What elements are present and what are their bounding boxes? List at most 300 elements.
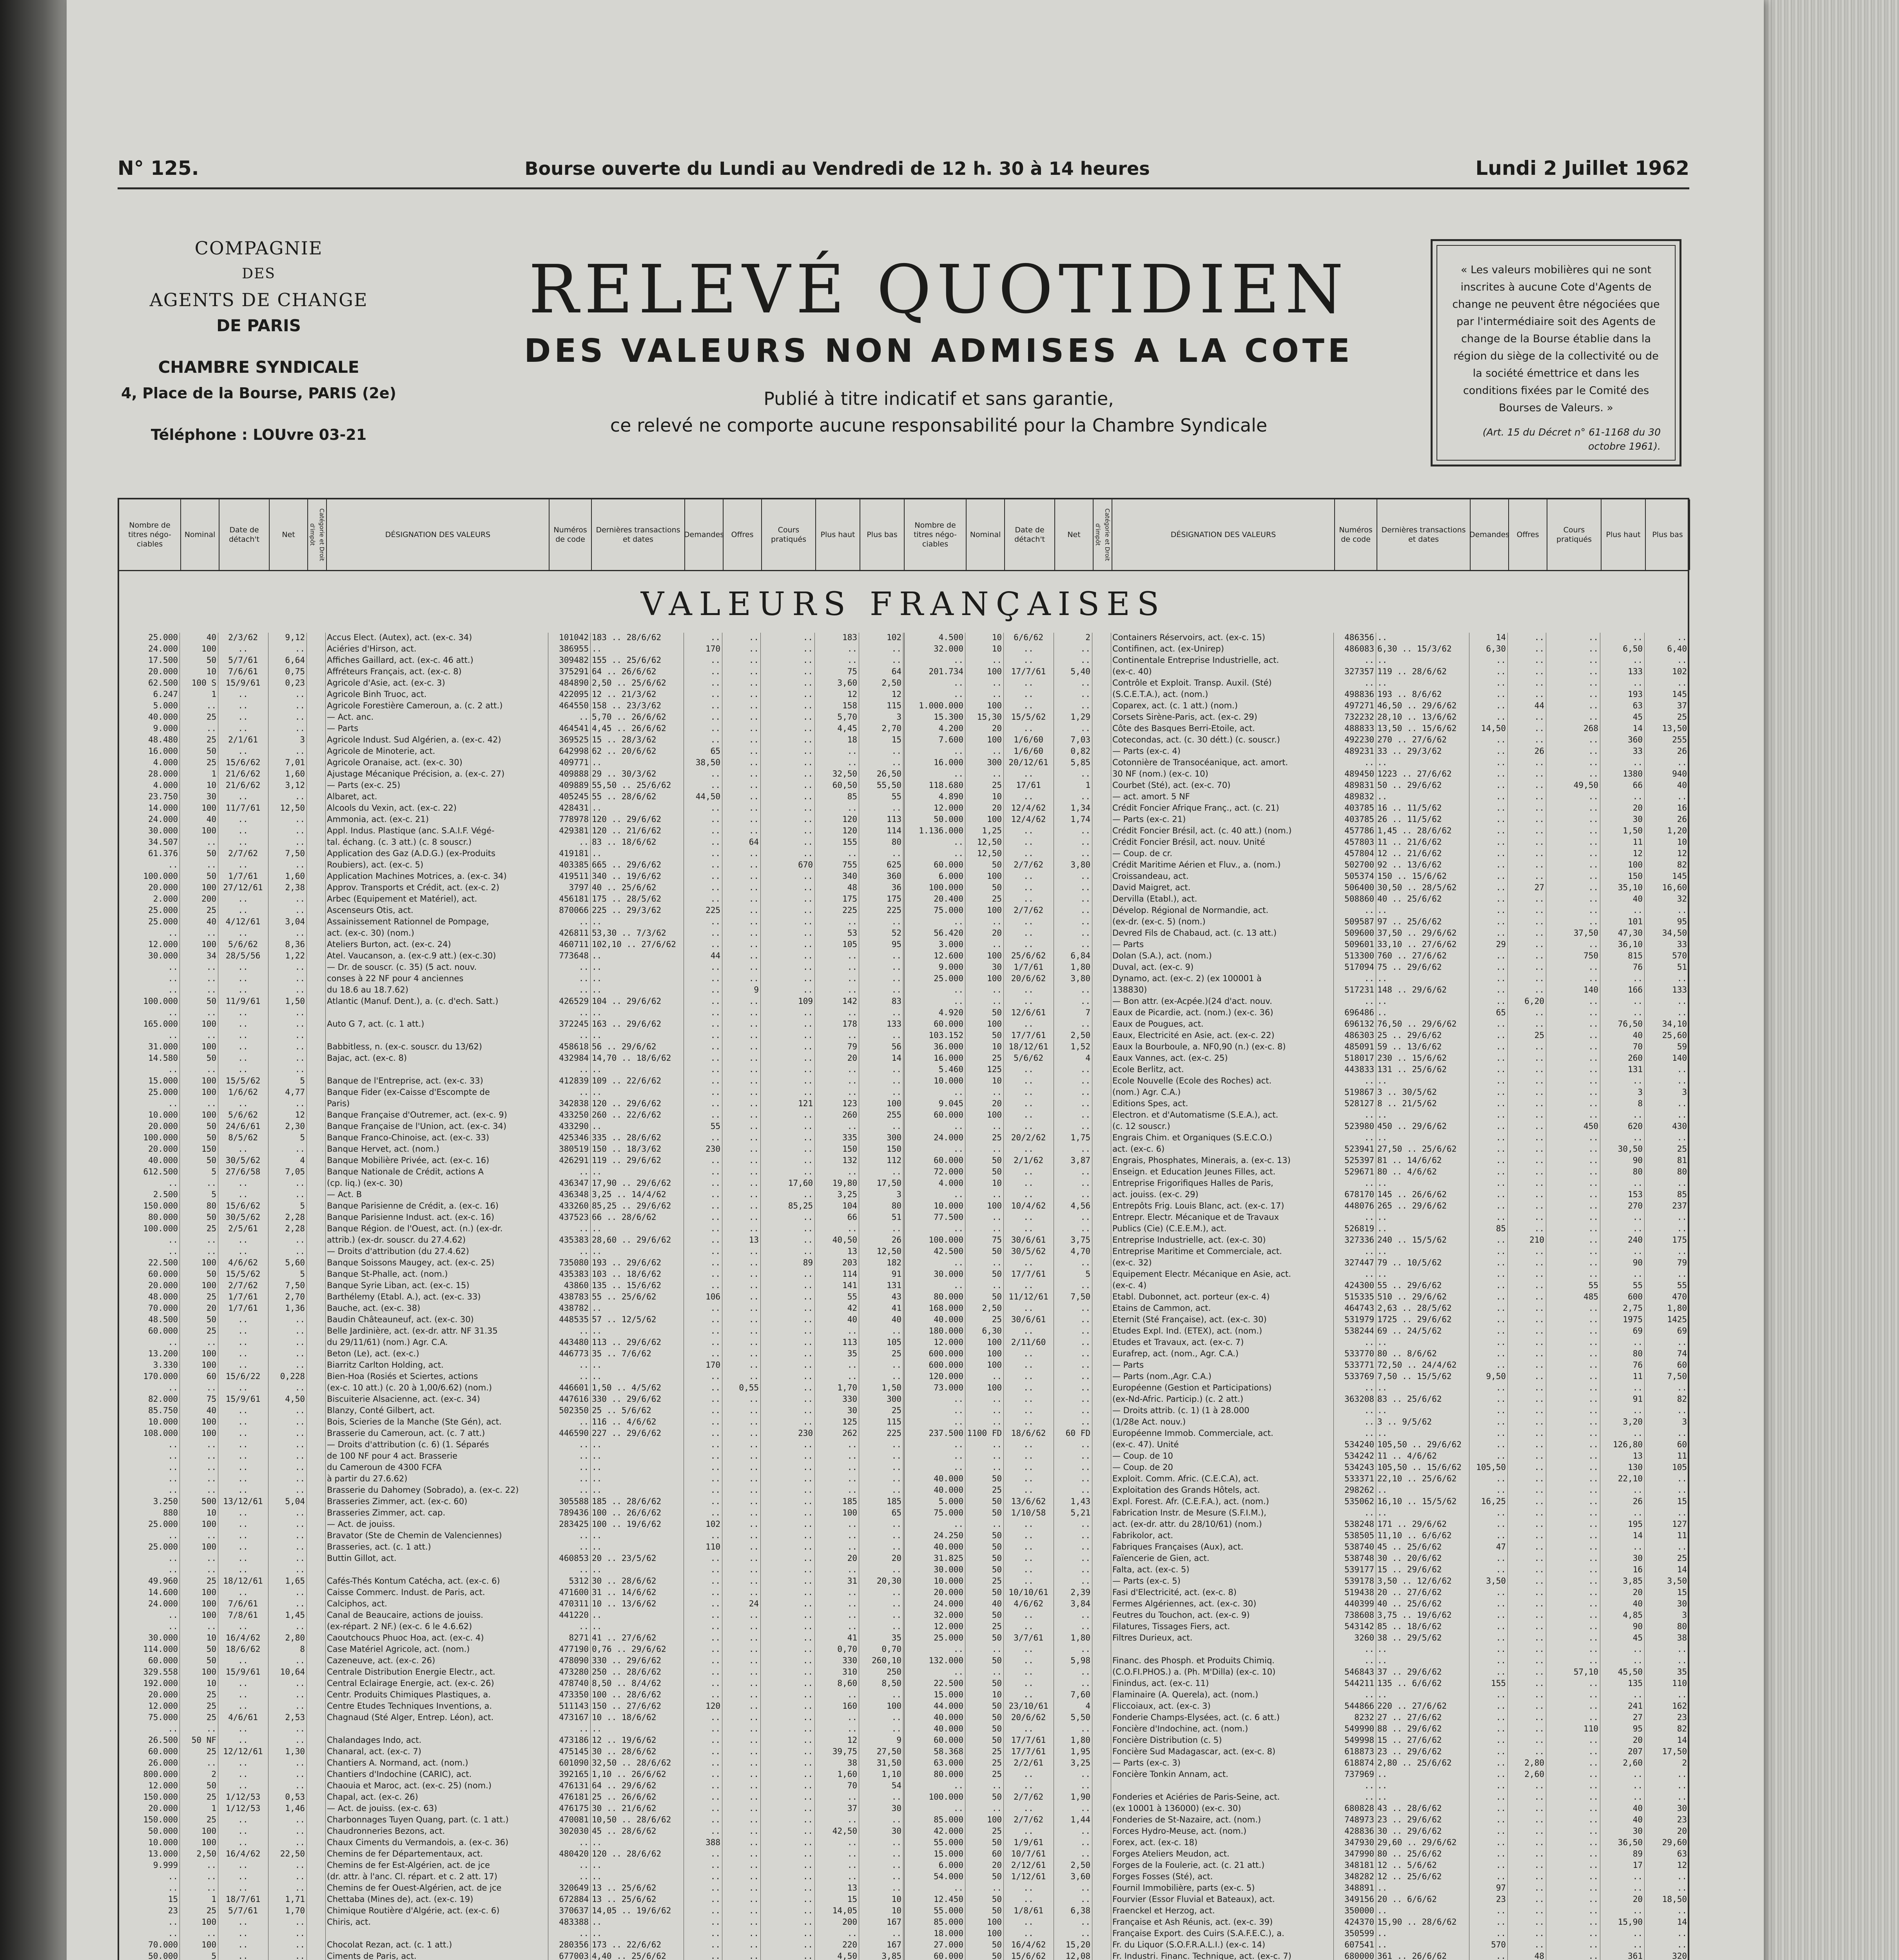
cell-nominal: 50 xyxy=(992,1940,1002,1949)
cell-offres: .. xyxy=(1534,928,1544,938)
cell-pratiques: .. xyxy=(803,1133,813,1142)
table-row xyxy=(119,1781,903,1792)
cell-titres: 5.460 xyxy=(938,1065,963,1074)
cell-demandes: .. xyxy=(1496,815,1506,824)
cell-demandes: .. xyxy=(710,1349,720,1358)
table-row xyxy=(119,815,903,826)
cell-plus_haut: 14 xyxy=(1632,1531,1643,1540)
cell-titres: .. xyxy=(168,1451,178,1461)
table-row xyxy=(905,837,1689,849)
table-row xyxy=(905,1690,1689,1701)
cell-pratiques: .. xyxy=(803,1042,813,1051)
cell-nominal: 30 xyxy=(992,962,1002,972)
cell-nominal: 5 xyxy=(211,1167,216,1176)
cell-titres: 23.750 xyxy=(148,792,178,801)
cell-plus_bas: 3 xyxy=(896,712,901,722)
cell-transactions: .. xyxy=(592,1872,602,1881)
cell-plus_haut: 126,80 xyxy=(1613,1440,1643,1449)
cell-plus_bas: 225 xyxy=(887,906,901,915)
cell-date_detach: 21/6/62 xyxy=(225,769,261,779)
cell-titres: .. xyxy=(168,928,178,938)
cell-pratiques: .. xyxy=(803,883,813,892)
cell-code: .. xyxy=(579,1326,589,1336)
cell-date_detach: .. xyxy=(1023,1804,1034,1813)
cell-titres: 30.000 xyxy=(934,1565,963,1574)
cell-transactions: 12 .. 21/3/62 xyxy=(592,690,657,699)
cell-date_detach: .. xyxy=(238,1815,248,1824)
cell-plus_haut: 45 xyxy=(1632,712,1643,722)
cell-nominal: 50 xyxy=(992,1553,1002,1563)
cell-demandes: .. xyxy=(710,928,720,938)
cell-pratiques: .. xyxy=(803,1485,813,1495)
cell-plus_bas: 23 xyxy=(1677,1713,1687,1722)
cell-plus_bas: 30 xyxy=(891,1804,901,1813)
cell-pratiques: .. xyxy=(803,712,813,722)
cell-designation: Finindus, act. (ex-c. 11) xyxy=(1112,1679,1209,1688)
cell-code: 348181 xyxy=(1344,1860,1374,1870)
cell-titres: .. xyxy=(953,1804,963,1813)
cell-titres: 2.000 xyxy=(153,894,178,904)
cell-transactions: 1725 .. 29/6/62 xyxy=(1377,1315,1452,1324)
cell-designation: — Parts xyxy=(1112,1360,1144,1370)
cell-plus_haut: 47,30 xyxy=(1618,928,1643,938)
cell-plus_haut: .. xyxy=(847,985,857,995)
cell-titres: 6.000 xyxy=(938,1860,963,1870)
cell-pratiques: .. xyxy=(1588,1906,1598,1915)
table-row xyxy=(119,928,903,940)
cell-transactions: .. xyxy=(592,1838,602,1847)
cell-pratiques: .. xyxy=(1588,1497,1598,1506)
cell-offres: .. xyxy=(749,1281,759,1290)
cell-transactions: .. xyxy=(592,644,602,653)
cell-net: .. xyxy=(1080,690,1090,699)
cell-titres: 25.000 xyxy=(148,906,178,915)
cell-net: 5 xyxy=(300,1076,305,1085)
cell-plus_bas: 12 xyxy=(891,690,901,699)
cell-date_detach: 1/12/53 xyxy=(225,1804,261,1813)
cell-transactions: 45 .. 25/6/62 xyxy=(1377,1542,1442,1552)
cell-offres: .. xyxy=(1534,1815,1544,1824)
cell-pratiques: .. xyxy=(1588,1951,1598,1960)
cell-net: .. xyxy=(295,1053,305,1063)
cell-net: .. xyxy=(1080,1372,1090,1381)
cell-plus_bas: 95 xyxy=(891,940,901,949)
cell-net: .. xyxy=(1080,1542,1090,1552)
cell-nominal: 25 xyxy=(206,758,216,767)
cell-net: .. xyxy=(295,1451,305,1461)
cell-pratiques: .. xyxy=(803,1394,813,1404)
cell-designation: Aciéries d'Hirson, act. xyxy=(327,644,417,653)
cell-plus_bas: 105 xyxy=(887,1338,901,1347)
cell-date_detach: 2/1/62 xyxy=(1014,1156,1043,1165)
cell-demandes: .. xyxy=(710,1929,720,1938)
cell-designation: Cazeneuve, act. (ex-c. 26) xyxy=(327,1656,435,1665)
cell-nominal: .. xyxy=(206,1758,216,1768)
cell-net: 1,50 xyxy=(285,996,305,1006)
cell-date_detach: 20/6/62 xyxy=(1011,974,1046,983)
table-row xyxy=(905,1610,1689,1622)
cell-offres: 64 xyxy=(749,837,759,847)
cell-net: .. xyxy=(295,1872,305,1881)
cell-demandes: .. xyxy=(710,1679,720,1688)
cell-date_detach: 1/12/53 xyxy=(225,1792,261,1802)
cell-net: .. xyxy=(1080,1315,1090,1324)
cell-titres: 118.680 xyxy=(929,780,963,790)
cell-date_detach: .. xyxy=(238,1144,248,1154)
cell-offres: .. xyxy=(749,849,759,858)
cell-code: 435383 xyxy=(559,1269,589,1279)
cell-plus_bas: 102 xyxy=(1672,667,1687,676)
cell-demandes: .. xyxy=(1496,1099,1506,1108)
cell-designation: Chapal, act. (ex-c. 26) xyxy=(327,1792,418,1802)
cell-plus_bas: 113 xyxy=(887,815,901,824)
cell-plus_bas: 260,10 xyxy=(872,1656,901,1665)
cell-offres: .. xyxy=(1534,1451,1544,1461)
cell-transactions: .. xyxy=(592,1065,602,1074)
cell-offres: .. xyxy=(1534,1144,1544,1154)
cell-code: 534242 xyxy=(1344,1451,1374,1461)
cell-titres: 62.500 xyxy=(148,678,178,688)
cell-nominal: .. xyxy=(206,1872,216,1881)
cell-demandes: .. xyxy=(1496,1315,1506,1324)
cell-plus_haut: 240 xyxy=(1628,1235,1643,1245)
cell-demandes: .. xyxy=(710,1258,720,1267)
cell-date_detach: .. xyxy=(238,746,248,756)
cell-transactions: 79 .. 10/5/62 xyxy=(1377,1258,1442,1267)
cell-transactions: 10 .. 18/6/62 xyxy=(592,1713,657,1722)
cell-code: 448076 xyxy=(1344,1201,1374,1210)
cell-plus_haut: 6,50 xyxy=(1623,644,1643,653)
cell-pratiques: .. xyxy=(803,724,813,733)
cell-code: 549998 xyxy=(1344,1735,1374,1745)
cell-transactions: 46,50 .. 29/6/62 xyxy=(1377,701,1457,710)
cell-titres: 15.000 xyxy=(934,1690,963,1699)
cell-titres: 40.000 xyxy=(148,1156,178,1165)
cell-titres: 100.000 xyxy=(143,871,178,881)
cell-nominal: 34 xyxy=(206,951,216,960)
cell-titres: 20.000 xyxy=(934,1588,963,1597)
cell-nominal: .. xyxy=(992,746,1002,756)
cell-code: .. xyxy=(579,974,589,983)
cell-titres: .. xyxy=(953,1781,963,1790)
cell-net: .. xyxy=(295,1724,305,1733)
cell-designation: Cotecondas, act. (c. 30 détt.) (c. souscr.) xyxy=(1112,735,1280,744)
cell-demandes: 85 xyxy=(1496,1224,1506,1233)
cell-designation: Barthélemy (Etabl. A.), act. (ex-c. 33) xyxy=(327,1292,481,1301)
table-row xyxy=(119,1815,903,1826)
cell-offres: .. xyxy=(1534,1644,1544,1654)
cell-titres: 40.000 xyxy=(934,1485,963,1495)
cell-plus_bas: .. xyxy=(891,1588,901,1597)
cell-transactions: 340 .. 19/6/62 xyxy=(592,871,662,881)
cell-designation: — Coup. de 10 xyxy=(1112,1451,1173,1461)
cell-pratiques: .. xyxy=(803,690,813,699)
table-row xyxy=(905,724,1689,735)
cell-plus_haut: 80 xyxy=(1632,1349,1643,1358)
cell-plus_haut: 18 xyxy=(847,735,857,744)
cell-code: 533771 xyxy=(1344,1360,1374,1370)
cell-demandes: .. xyxy=(1496,1201,1506,1210)
cell-net: 5 xyxy=(300,1269,305,1279)
cell-code: 677003 xyxy=(559,1951,589,1960)
cell-offres: .. xyxy=(1534,1360,1544,1370)
cell-transactions: 665 .. 29/6/62 xyxy=(592,860,662,869)
cell-pratiques: .. xyxy=(1588,1269,1598,1279)
cell-nominal: 25 xyxy=(992,1769,1002,1779)
cell-net: .. xyxy=(1080,1440,1090,1449)
cell-nominal: 50 xyxy=(206,1656,216,1665)
cell-net: .. xyxy=(1080,1826,1090,1836)
cell-titres: 60.000 xyxy=(148,1326,178,1336)
cell-transactions: .. xyxy=(1377,1769,1388,1779)
cell-titres: 60.000 xyxy=(934,1735,963,1745)
cell-designation: Eaux Vannes, act. (ex-c. 25) xyxy=(1112,1053,1228,1063)
cell-nominal: 100 xyxy=(201,1349,216,1358)
cell-transactions: .. xyxy=(1377,1008,1388,1017)
cell-transactions: 25 .. 29/6/62 xyxy=(1377,1031,1442,1040)
cell-pratiques: .. xyxy=(803,1451,813,1461)
cell-plus_bas: 16 xyxy=(1677,803,1687,813)
cell-pratiques: .. xyxy=(1588,1565,1598,1574)
cell-nominal: .. xyxy=(206,1178,216,1188)
cell-transactions: .. xyxy=(592,1326,602,1336)
cell-plus_haut: 32,50 xyxy=(832,769,857,779)
cell-code: 363208 xyxy=(1344,1394,1374,1404)
table-row xyxy=(905,1156,1689,1167)
cell-titres: 165.000 xyxy=(143,1019,178,1029)
table-row xyxy=(905,1133,1689,1144)
cell-plus_haut: 3,25 xyxy=(837,1190,857,1199)
cell-designation: Duval, act. (ex-c. 9) xyxy=(1112,962,1194,972)
cell-net: .. xyxy=(295,894,305,904)
cell-plus_bas: .. xyxy=(1677,1110,1687,1120)
cell-pratiques: .. xyxy=(803,1167,813,1176)
cell-titres: 20.000 xyxy=(148,1144,178,1154)
cell-plus_haut: 220 xyxy=(842,1940,857,1949)
cell-date_detach: .. xyxy=(238,1178,248,1188)
cell-nominal: .. xyxy=(992,1258,1002,1267)
cell-titres: .. xyxy=(168,1553,178,1563)
cell-offres: .. xyxy=(749,826,759,835)
cell-designation: Fonderie Champs-Elysées, act. (c. 6 att.) xyxy=(1112,1713,1280,1722)
cell-code: 508860 xyxy=(1344,894,1374,904)
cell-titres: 10.000 xyxy=(148,1838,178,1847)
cell-designation: Contrôle et Exploit. Transp. Auxil. (Sté) xyxy=(1112,678,1272,688)
cell-demandes: .. xyxy=(1496,780,1506,790)
cell-titres: 48.000 xyxy=(148,1292,178,1301)
cell-date_detach: .. xyxy=(238,1360,248,1370)
cell-titres: 2.500 xyxy=(153,1190,178,1199)
cell-date_detach: .. xyxy=(238,1508,248,1517)
cell-pratiques: .. xyxy=(803,1610,813,1620)
cell-designation: Fliccoiaux, act. (ex-c. 3) xyxy=(1112,1701,1211,1711)
cell-plus_haut: 104 xyxy=(842,1201,857,1210)
cell-transactions: 3,50 .. 12/6/62 xyxy=(1377,1576,1452,1586)
cell-designation: Etudes Expl. Ind. (ETEX), act. (nom.) xyxy=(1112,1326,1262,1336)
cell-net: 12,08 xyxy=(1065,1951,1090,1960)
cell-designation: Fourvier (Essor Fluvial et Bateaux), act. xyxy=(1112,1895,1275,1904)
cell-designation: (1/28e Act. nouv.) xyxy=(1112,1417,1186,1426)
cell-net: 12 xyxy=(295,1110,305,1120)
cell-code: 428836 xyxy=(1344,1826,1374,1836)
cell-plus_bas: 133 xyxy=(887,1019,901,1029)
cell-demandes: .. xyxy=(1496,1769,1506,1779)
cell-plus_bas: .. xyxy=(891,1031,901,1040)
cell-code: 489831 xyxy=(1344,780,1374,790)
cell-designation: Expl. Forest. Afr. (C.E.F.A.), act. (nom.) xyxy=(1112,1497,1269,1506)
cell-date_detach: .. xyxy=(238,962,248,972)
cell-titres: .. xyxy=(953,746,963,756)
table-row xyxy=(119,1667,903,1679)
cell-net: .. xyxy=(295,1838,305,1847)
cell-plus_haut: 207 xyxy=(1628,1747,1643,1756)
table-row xyxy=(905,1394,1689,1406)
cell-designation: Roubiers), act. (ex-c. 5) xyxy=(327,860,424,869)
cell-plus_bas: 82 xyxy=(1677,1394,1687,1404)
cell-titres: 6.247 xyxy=(153,690,178,699)
cell-nominal: 50 xyxy=(206,1212,216,1222)
cell-pratiques: .. xyxy=(1588,1451,1598,1461)
cell-net: 1,75 xyxy=(1070,1133,1090,1142)
cell-net: .. xyxy=(295,1383,305,1392)
cell-date_detach: 12/6/61 xyxy=(1011,1008,1046,1017)
cell-nominal: 5 xyxy=(211,1951,216,1960)
cell-nominal: 50 xyxy=(992,1508,1002,1517)
cell-offres: .. xyxy=(1534,1667,1544,1677)
cell-plus_bas: 100 xyxy=(887,1099,901,1108)
cell-net: 7,50 xyxy=(285,1281,305,1290)
cell-transactions: 230 .. 15/6/62 xyxy=(1377,1053,1447,1063)
cell-titres: 4.500 xyxy=(938,633,963,642)
table-row xyxy=(119,1906,903,1917)
cell-transactions: 80 .. 25/6/62 xyxy=(1377,1849,1442,1858)
cell-titres: 16.000 xyxy=(148,746,178,756)
table-row xyxy=(119,985,903,996)
cell-offres: .. xyxy=(749,803,759,813)
cell-nominal: 75 xyxy=(206,1394,216,1404)
cell-transactions: 173 .. 22/6/62 xyxy=(592,1940,662,1949)
cell-titres: .. xyxy=(953,1406,963,1415)
cell-offres: .. xyxy=(1534,906,1544,915)
cell-designation: Exploitation des Grands Hôtels, act. xyxy=(1112,1485,1260,1495)
cell-transactions: .. xyxy=(1377,1940,1388,1949)
cell-code: 350000 xyxy=(1344,1906,1374,1915)
cell-code: .. xyxy=(1364,1178,1374,1188)
cell-code: 370637 xyxy=(559,1906,589,1915)
cell-designation: Brasseries, act. (c. 1 att.) xyxy=(327,1542,431,1552)
cell-demandes: .. xyxy=(710,690,720,699)
cell-plus_bas: 0,70 xyxy=(881,1644,901,1654)
cell-pratiques: .. xyxy=(803,1815,813,1824)
cell-designation: Ajustage Mécanique Précision, a. (ex-c. 27) xyxy=(327,769,505,779)
table-row xyxy=(905,792,1689,803)
cell-designation: Ecole Berlitz, act. xyxy=(1112,1065,1184,1074)
cell-plus_haut: 3 xyxy=(1638,1087,1643,1097)
cell-titres: 15.000 xyxy=(934,1849,963,1858)
cell-titres: 48.480 xyxy=(148,735,178,744)
table-row xyxy=(905,1110,1689,1122)
cell-transactions: .. xyxy=(592,1303,602,1313)
cell-date_detach: 18/6/62 xyxy=(225,1644,261,1654)
cell-code: .. xyxy=(1364,1247,1374,1256)
cell-nominal: .. xyxy=(206,1929,216,1938)
cell-date_detach: 30/6/61 xyxy=(1011,1235,1046,1245)
cell-plus_haut: 37 xyxy=(847,1804,857,1813)
header-plus_bas-right: Plus bas xyxy=(1646,499,1690,570)
cell-plus_bas: .. xyxy=(1677,996,1687,1006)
cell-designation: Entrepr. Electr. Mécanique et de Travaux xyxy=(1112,1212,1279,1222)
cell-plus_bas: .. xyxy=(1677,906,1687,915)
cell-pratiques: .. xyxy=(1588,701,1598,710)
cell-plus_haut: 48 xyxy=(847,883,857,892)
cell-transactions: .. xyxy=(592,1929,602,1938)
cell-pratiques: .. xyxy=(1588,1326,1598,1336)
cell-nominal: 100 xyxy=(201,1428,216,1438)
cell-offres: .. xyxy=(1534,1019,1544,1029)
cell-plus_haut: 3,20 xyxy=(1623,1417,1643,1426)
cell-designation: Caisse Commerc. Indust. de Paris, act. xyxy=(327,1588,485,1597)
cell-demandes: .. xyxy=(1496,1042,1506,1051)
cell-date_detach: .. xyxy=(1023,1769,1034,1779)
cell-pratiques: .. xyxy=(803,735,813,744)
cell-plus_haut: 183 xyxy=(842,633,857,642)
cell-date_detach: .. xyxy=(238,1701,248,1711)
cell-offres: .. xyxy=(749,769,759,779)
cell-transactions: 23 .. 29/6/62 xyxy=(1377,1815,1442,1824)
cell-date_detach: 2/7/62 xyxy=(1014,1815,1043,1824)
cell-demandes: .. xyxy=(710,701,720,710)
cell-net: 5,50 xyxy=(1070,1713,1090,1722)
cell-plus_bas: 79 xyxy=(1677,1258,1687,1267)
cell-plus_bas: .. xyxy=(891,1224,901,1233)
cell-titres: 168.000 xyxy=(929,1303,963,1313)
cell-date_detach: .. xyxy=(1023,1644,1034,1654)
cell-offres: .. xyxy=(749,1610,759,1620)
cell-net: 4,56 xyxy=(1070,1201,1090,1210)
cell-plus_haut: .. xyxy=(847,1849,857,1858)
cell-designation: Assainissement Rationnel de Pompage, xyxy=(327,917,489,926)
cell-plus_bas: 300 xyxy=(887,1133,901,1142)
cell-nominal: 100 xyxy=(201,803,216,813)
cell-nominal: .. xyxy=(206,701,216,710)
cell-offres: .. xyxy=(1534,1428,1544,1438)
cell-net: 10,64 xyxy=(280,1667,305,1677)
cell-transactions: .. xyxy=(592,1451,602,1461)
cell-plus_bas: 625 xyxy=(887,860,901,869)
cell-pratiques: 485 xyxy=(1583,1292,1598,1301)
cell-titres: .. xyxy=(168,1463,178,1472)
cell-offres: .. xyxy=(1534,758,1544,767)
cell-code: .. xyxy=(1364,678,1374,688)
cell-titres: 9.999 xyxy=(153,1860,178,1870)
cell-demandes: 230 xyxy=(706,1144,720,1154)
cell-transactions: .. xyxy=(592,951,602,960)
cell-demandes: .. xyxy=(1496,1031,1506,1040)
cell-demandes: 3,50 xyxy=(1486,1576,1506,1586)
cell-offres: .. xyxy=(749,1929,759,1938)
cell-designation: Chanaral, act. (ex-c. 7) xyxy=(327,1747,421,1756)
cell-transactions: 31 .. 14/6/62 xyxy=(592,1588,657,1597)
cell-titres: 24.000 xyxy=(148,815,178,824)
cell-titres: .. xyxy=(168,1610,178,1620)
cell-plus_bas: 18,50 xyxy=(1662,1895,1687,1904)
cell-code: 425346 xyxy=(559,1133,589,1142)
cell-pratiques: 37,50 xyxy=(1573,928,1598,938)
cell-titres: 24.000 xyxy=(148,1599,178,1608)
cell-transactions: 227 .. 29/6/62 xyxy=(592,1428,662,1438)
cell-plus_bas: 131 xyxy=(887,1281,901,1290)
cell-offres: .. xyxy=(749,712,759,722)
